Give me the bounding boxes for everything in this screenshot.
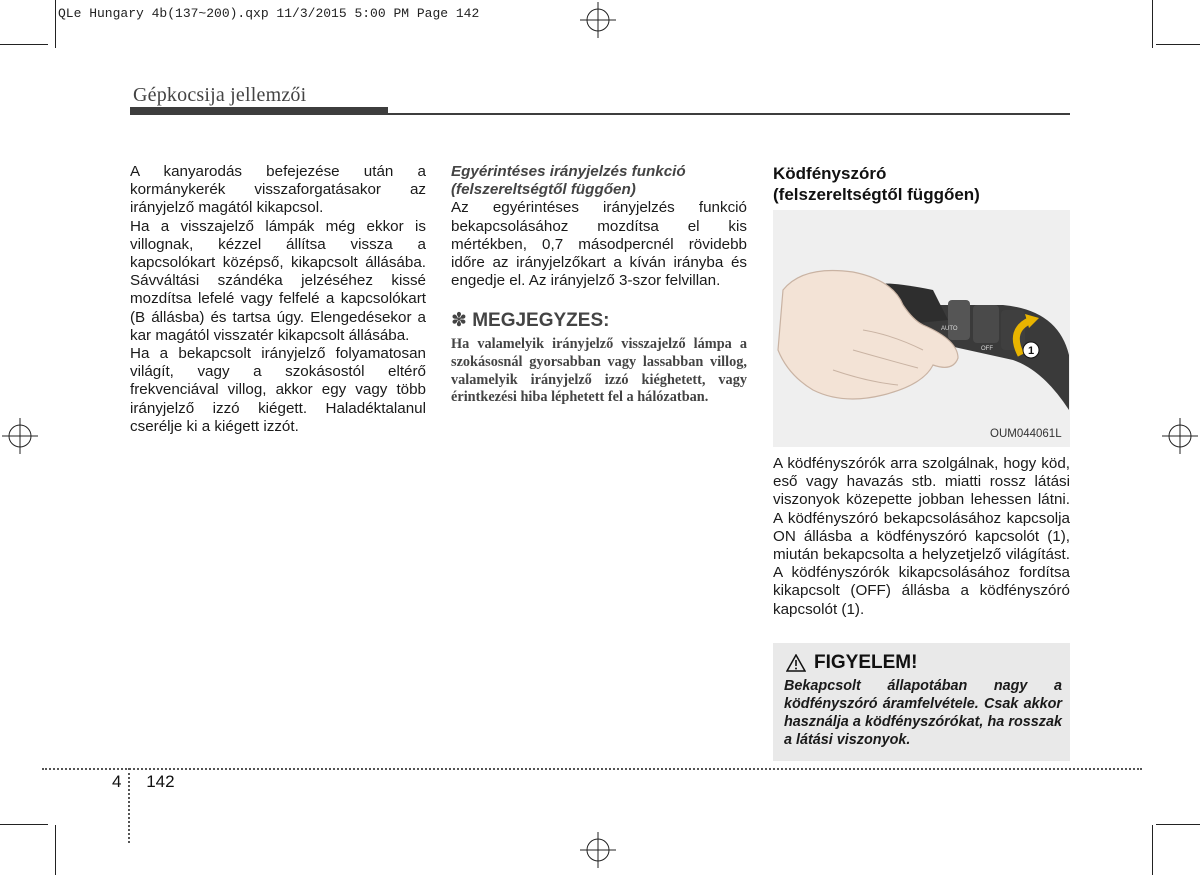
warning-triangle-icon <box>786 654 806 672</box>
chapter-number: 4 <box>112 772 122 791</box>
col1-paragraph-1: A kanyarodás befejezése után a kormánykerék visszaforgatásakor az irányjelző magától kikapcsol. <box>130 163 426 217</box>
note-body: Ha valamelyik irányjelző visszajelző lámpa a szokásosnál gyorsabban vagy lassabban villog, valamelyik irányjelző izzó kiéghetett, vagy érintkezési hiba léphetett fel a hálózatban. <box>451 336 747 406</box>
col1-paragraph-3: Ha a bekapcsolt irányjelző folyamatosan világít, vagy a szokásostól eltérő frekvenciával villog, akkor egy vagy több irányjelző izzó kiégett. Haladéktalanul cserélje ki a kiégett izzót. <box>130 345 426 435</box>
col3-heading-line-1: Ködfényszóró <box>773 164 887 183</box>
figure-code: OUM044061L <box>990 428 1062 440</box>
registration-mark-top <box>580 2 616 38</box>
registration-mark-bottom <box>580 832 616 868</box>
registration-mark-right <box>1162 418 1198 454</box>
page-number-value: 142 <box>146 772 175 791</box>
col1-paragraph-2: Ha a visszajelző lámpák még ekkor is villognak, kézzel állítsa vissza a kapcsolókart középső, kikapcsolt állásába. Sávváltási szándéka jelzéséhez kissé mozdítsa lefelé vagy felfelé a kapcsolókart (B állásba) és tartsa úgy. Elengedésekor a kar magától visszatér kikapcsolt állásába. <box>130 217 426 344</box>
warning-body: Bekapcsolt állapotában nagy a ködfényszóró áramfelvétele. Csak akkor használja a ködfényszórókat, ha rosszak a látási viszonyok. <box>784 678 1062 748</box>
print-header: QLe Hungary 4b(137~200).qxp 11/3/2015 5:00 PM Page 142 <box>58 6 480 21</box>
col2-heading-line-1: Egyérintéses irányjelzés funkció <box>451 163 686 180</box>
col3-body: A ködfényszórók arra szolgálnak, hogy köd, eső vagy havazás stb. miatti rossz látási viszonyok közepette jobban lehessen látni. A ködfényszóró bekapcsolásához kapcsolja ON állásba a ködfényszóró kapcsolót (1), miután bekapcsolta a helyzetjelző világítást. A ködfényszórók kikapcsolásához fordítsa kikapcsolt (OFF) állásba a ködfényszóró kapcsolót (1). <box>773 455 1070 618</box>
column-2 <box>451 163 747 407</box>
title-rule-thin <box>130 113 1070 115</box>
note-title: ✽ MEGJEGYZES: <box>451 310 610 332</box>
off-label: OFF <box>981 346 993 352</box>
registration-mark-left <box>2 418 38 454</box>
hand-on-stalk-illustration <box>773 210 1070 447</box>
col3-heading-line-2: (felszereltségtől függően) <box>773 185 980 204</box>
page-number <box>112 772 175 792</box>
warning-title: FIGYELEM! <box>814 652 918 673</box>
auto-label: AUTO <box>941 326 958 332</box>
col3-body-wrapper <box>773 455 1070 619</box>
footer-rule <box>42 768 1142 770</box>
figure-callout-1: 1 <box>1027 345 1035 357</box>
col2-heading-line-2: (felszereltségtől függően) <box>451 181 636 199</box>
warning-header <box>786 652 917 674</box>
column-1 <box>130 163 426 436</box>
section-title: Gépkocsija jellemzői <box>133 84 307 106</box>
col2-body: Az egyérintéses irányjelzés funkció bekapcsolásához mozdítsa el kis mértékben, 0,7 másodpercnél rövidebb időre az irányjelzőkart a kíván irányba és engedje el. Az irányjelző 3-szor felvillan. <box>451 199 747 290</box>
fog-light-switch-figure <box>773 210 1070 447</box>
column-3 <box>773 163 1070 205</box>
